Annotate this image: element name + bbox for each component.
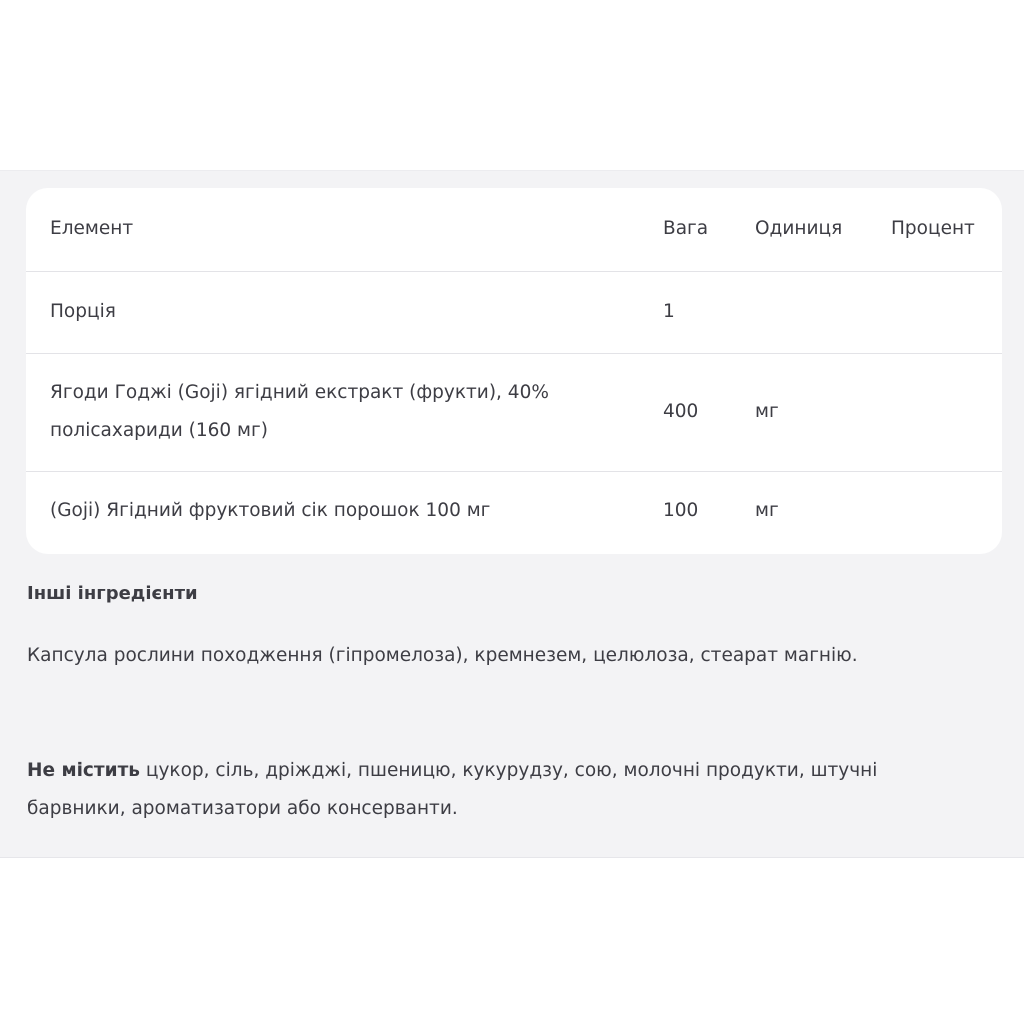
header-element: Елемент	[50, 218, 134, 240]
free-from-note	[27, 752, 907, 828]
cell-unit: мг	[755, 500, 779, 522]
cell-percent	[891, 471, 1002, 551]
other-ingredients-title: Інші інгредієнти	[27, 583, 198, 604]
other-ingredients-text: Капсула рослини походження (гіпромелоза), кремнезем, целюлоза, стеарат магнію.	[27, 645, 858, 666]
nutrition-table-card	[26, 188, 1002, 554]
table-row	[26, 471, 1002, 551]
header-weight: Вага	[663, 218, 709, 240]
cell-weight: 100	[663, 500, 699, 522]
header-percent: Процент	[891, 218, 975, 240]
cell-element: (Goji) Ягідний фруктовий сік порошок 100 мг	[50, 500, 491, 522]
cell-unit	[755, 271, 891, 353]
free-from-label: Не містить	[27, 760, 141, 781]
cell-percent	[891, 271, 1002, 353]
supplement-facts-panel	[0, 170, 1024, 858]
cell-element: Ягоди Годжі (Goji) ягідний екстракт (фрукти), 40% полісахариди (160 мг)	[50, 382, 549, 441]
table-header-row	[26, 188, 1002, 271]
header-unit: Одиниця	[755, 218, 843, 240]
cell-percent	[891, 353, 1002, 471]
table-row	[26, 353, 1002, 471]
cell-unit: мг	[755, 401, 779, 422]
table-row	[26, 271, 1002, 353]
free-from-text: цукор, сіль, дріжджі, пшеницю, кукурудзу, сою, молочні продукти, штучні барвники, ароматизатори або консерванти.	[27, 760, 878, 819]
cell-weight: 1	[663, 301, 675, 322]
cell-element: Порція	[50, 301, 116, 322]
nutrition-table	[26, 188, 1002, 551]
cell-weight: 400	[663, 401, 699, 422]
